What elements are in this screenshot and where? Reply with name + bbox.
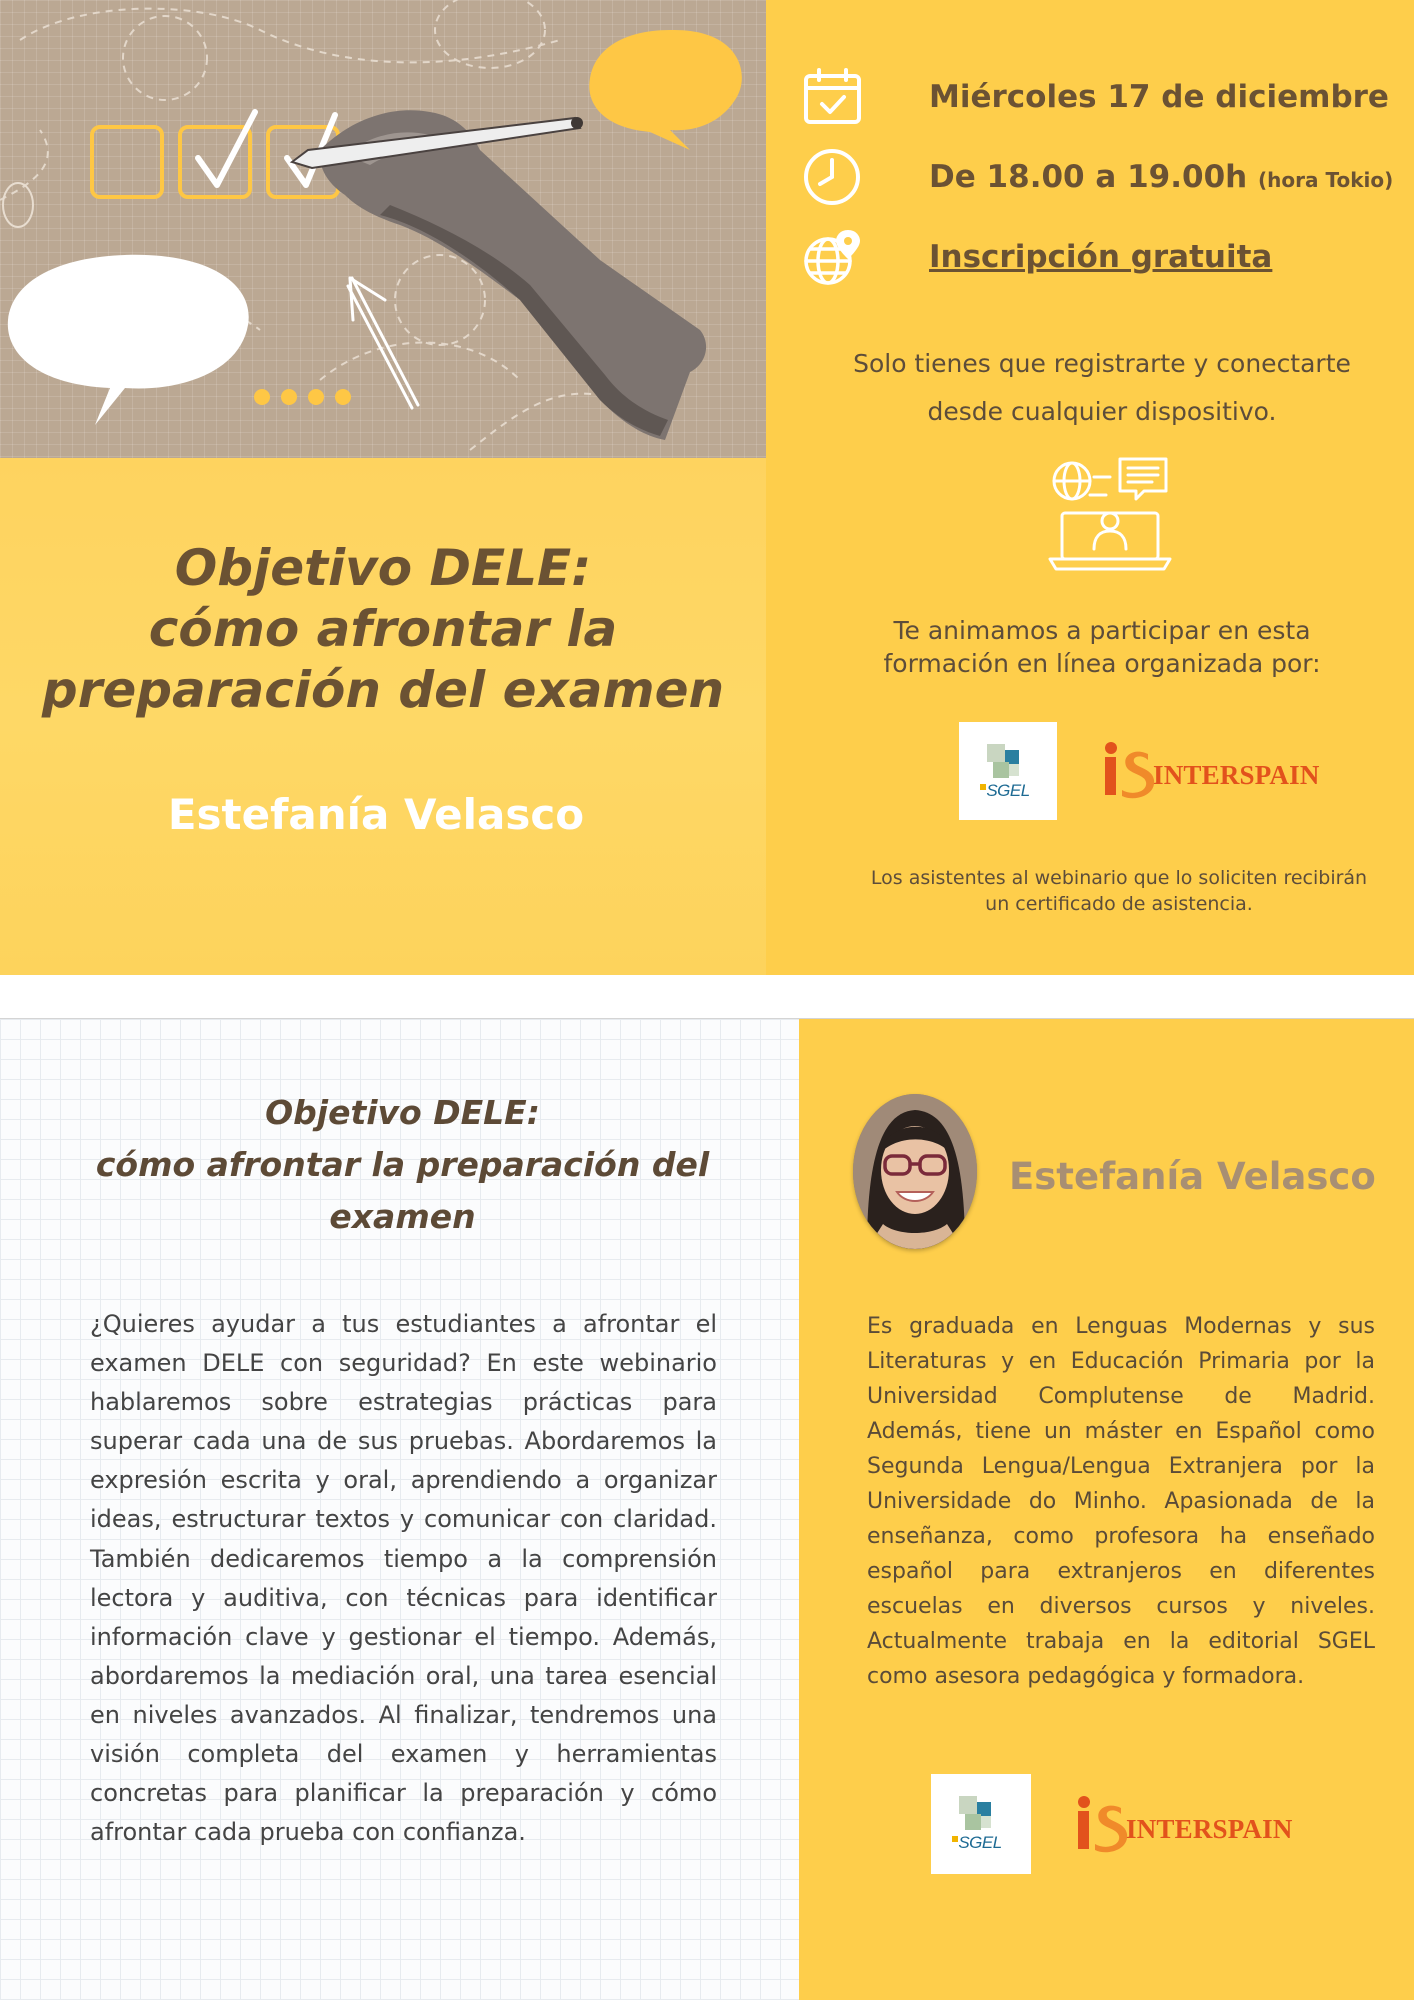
instruction-line: Solo tienes que registrarte y conectarte [853,349,1351,378]
organizers-line: Te animamos a participar en esta [893,616,1311,645]
registration-row[interactable] [802,227,1402,287]
webinar-description: ¿Quieres ayudar a tus estudiantes a afrontar el examen DELE con seguridad? En este webinario hablaremos sobre estrategias prácticas para superar cada una de sus pruebas. Abordaremos la expresión escrita y oral, aprendiendo a organizar ideas, estructurar textos y comunicar con claridad. También dedicaremos tiempo a la comprensión lectora y auditiva, con técnicas para identificar información clave y gestionar el tiempo. Además, abordaremos la mediación oral, una tarea esencial en niveles avanzados. Al finalizar, tendremos una visión completa del examen y herramientas concretas para planificar la preparación y cómo afrontar cada prueba con confianza. [90,1310,717,1847]
online-training-icon [1048,455,1172,573]
organizers-line: formación en línea organizada por: [883,649,1321,678]
description-panel [0,1019,799,2000]
sgel-wordmark: SGEL [986,781,1030,800]
interspain-wordmark: INTERSPAIN [1126,1814,1293,1844]
interspain-logo [1098,740,1328,800]
certificate-note [824,865,1414,917]
webinar-flyer-bottom [0,1018,1414,2000]
globe-location-icon [802,227,864,287]
interspain-wordmark: INTERSPAIN [1153,760,1320,790]
title-line: preparación del examen [41,661,725,719]
registration-link[interactable]: Inscripción gratuita [929,239,1273,275]
description-title-line: examen [329,1197,476,1236]
clock-icon [802,147,864,207]
speaker-photo [853,1094,977,1249]
title-line: Objetivo DELE: [174,539,592,597]
hero-illustration [0,0,766,458]
organizers-intro [802,614,1402,680]
registration-instructions [802,340,1402,436]
sgel-logo [931,1774,1031,1874]
speaker-bio: Es graduada en Lenguas Modernas y sus Literaturas y en Educación Primaria por la Universidad Complutense de Madrid. Además, tiene un máster en Español como Segunda Lengua/Lengua Extranjera por la Universidade do Minho. Apasionada de la enseñanza, como profesora ha enseñado español para extranjeros en diferentes escuelas en diversos cursos y niveles. Actualmente trabaja en la editorial SGEL como asesora pedagógica y formadora. [867,1314,1375,1689]
sgel-logo [959,722,1057,820]
speaker-name: Estefanía Velasco [167,790,585,839]
certificate-line: un certificado de asistencia. [985,893,1253,915]
instruction-line: desde cualquier dispositivo. [927,397,1277,426]
event-time [929,159,1393,195]
time-row [802,147,1402,207]
date-row [802,67,1402,127]
checklist-hand-illustration [0,0,766,458]
description-title-line: cómo afrontar la preparación del [95,1145,710,1184]
title-line: cómo afrontar la [148,600,618,658]
description-title-line: Objetivo DELE: [265,1093,540,1132]
event-info-panel [766,0,1414,975]
speaker-bio-panel [799,1019,1414,2000]
description-title [60,1087,745,1243]
sgel-wordmark: SGEL [958,1833,1002,1852]
event-date: Miércoles 17 de diciembre [929,79,1389,115]
webinar-flyer-top [0,0,1414,975]
calendar-icon [802,67,864,127]
avatar [853,1094,977,1249]
time-zone-note: (hora Tokio) [1258,168,1394,192]
interspain-logo [1071,1794,1301,1854]
time-range: De 18.00 a 19.00h [929,159,1248,195]
webinar-title [0,538,766,721]
speaker-name: Estefanía Velasco [1009,1155,1376,1198]
title-panel [0,458,766,975]
certificate-line: Los asistentes al webinario que lo soliciten recibirán [870,867,1368,889]
